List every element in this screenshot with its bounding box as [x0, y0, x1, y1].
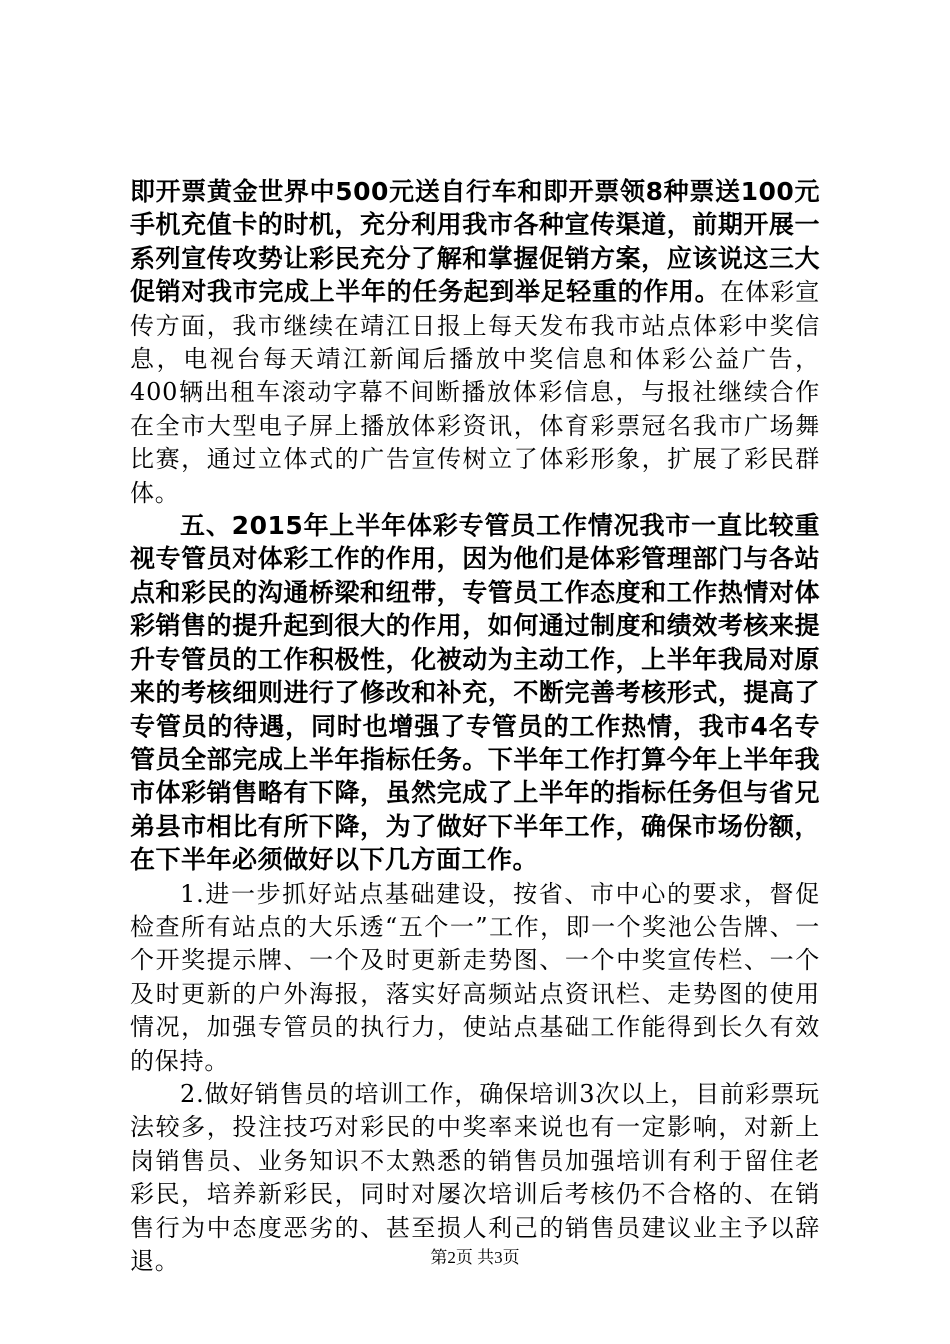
- paragraph-run: 五、2015年上半年体彩专管员工作情况我市一直比较重视专管员对体彩工作的作用，因为他们是体彩管理部门与各站点和彩民的沟通桥梁和纽带，专管员工作态度和工作热情对体彩销售的提升起到很大的作用，如何通过制度和绩效考核来提升专管员的工作积极性，化被动为主动工作，上半年我局对原来的考核细则进行了修改和补充，不断完善考核形式，提高了专管员的待遇，同时也增强了专管员的工作热情，我市4名专管员全部完成上半年指标任务。: [130, 511, 820, 774]
- page-footer: 第2页 共3页: [430, 1248, 520, 1267]
- paragraph-promotion: [130, 176, 820, 510]
- paragraph-run: 2.做好销售员的培训工作，确保培训3次以上，目前彩票玩法较多，投注技巧对彩民的中奖率来说也有一定影响，对新上岗销售员、业务知识不太熟悉的销售员加强培训有利于留住老彩民，培养新彩民，同时对屡次培训后考核仍不合格的、在销售行为中态度恶劣的、甚至损人利己的销售员建议业主予以辞退。: [130, 1079, 820, 1275]
- paragraph-section-five: [130, 510, 820, 877]
- document-body: [130, 176, 820, 1278]
- paragraph-run: 下半年工作打算今年上半年我市体彩销售略有下降，虽然完成了上半年的指标任务但与省兄弟县市相比有所下降，为了做好下半年工作，确保市场份额，在下半年必须做好以下几方面工作。: [130, 744, 820, 875]
- paragraph-run: 在体彩宣传方面，我市继续在靖江日报上每天发布我市站点体彩中奖信息，电视台每天靖江新闻后播放中奖信息和体彩公益广告，400辆出租车滚动字幕不间断播放体彩信息，与报社继续合作在全市大型电子屏上播放体彩资讯，体育彩票冠名我市广场舞比赛，通过立体式的广告宣传树立了体彩形象，扩展了彩民群体。: [130, 278, 820, 507]
- paragraph-run: 1.进一步抓好站点基础建设，按省、市中心的要求，督促检查所有站点的大乐透“五个一”工作，即一个奖池公告牌、一个开奖提示牌、一个及时更新走势图、一个中奖宣传栏、一个及时更新的户外海报，落实好高频站点资讯栏、走势图的使用情况，加强专管员的执行力，使站点基础工作能得到长久有效的保持。: [130, 879, 820, 1075]
- paragraph-run: 即开票黄金世界中500元送自行车和即开票领8种票送100元手机充值卡的时机，充分利用我市各种宣传渠道，前期开展一系列宣传攻势让彩民充分了解和掌握促销方案，应该说这三大促销对我市完成上半年的任务起到举足轻重的作用。: [130, 177, 820, 307]
- paragraph-item-1: [130, 878, 820, 1078]
